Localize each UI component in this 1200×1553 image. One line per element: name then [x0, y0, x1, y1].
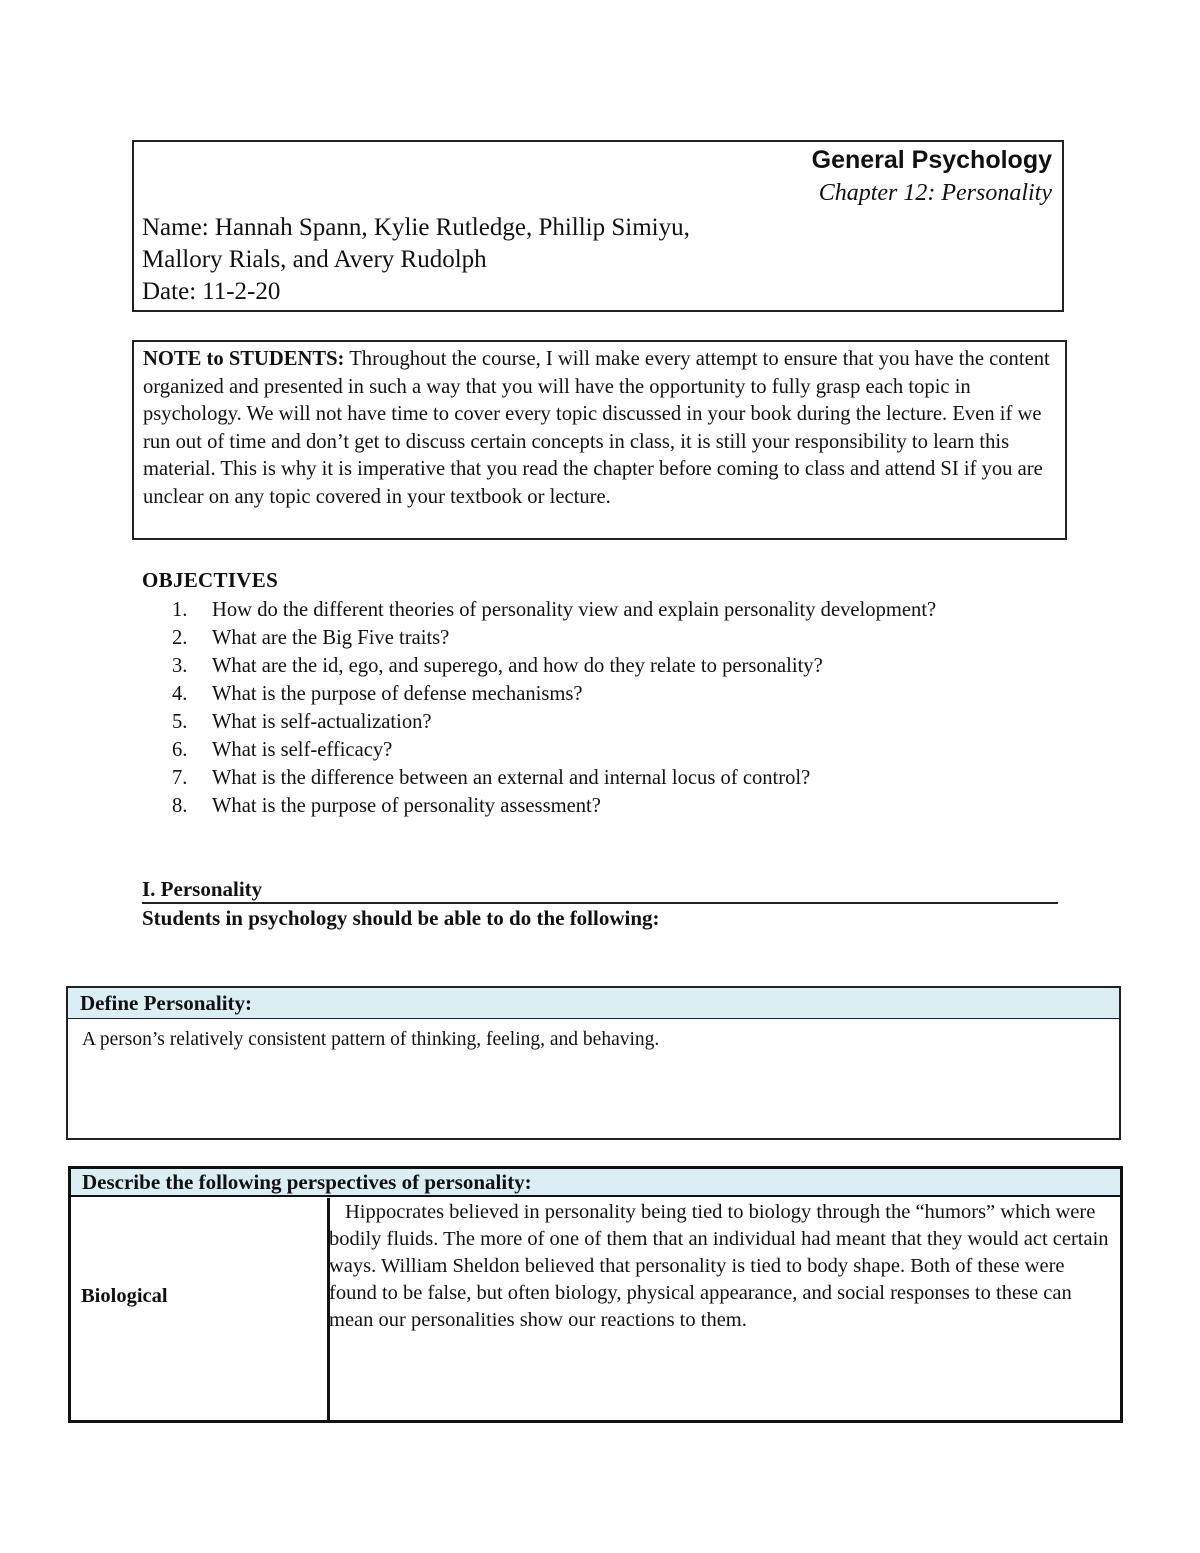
- objective-number: 6.: [172, 739, 188, 761]
- define-personality-table: [66, 986, 1121, 1140]
- objective-text: How do the different theories of personality view and explain personality development?: [212, 599, 937, 621]
- date-label: Date:: [142, 278, 197, 305]
- objectives-list: [172, 596, 936, 820]
- chapter-title: Chapter 12: Personality: [818, 180, 1052, 206]
- section-heading: I. Personality: [142, 876, 1058, 904]
- objective-text: What is the difference between an external and internal locus of control?: [212, 767, 811, 789]
- name-line: [142, 212, 702, 276]
- perspectives-table-header: Describe the following perspectives of personality:: [71, 1169, 1120, 1197]
- define-table-answer: A person’s relatively consistent pattern of thinking, feeling, and behaving.: [82, 1029, 660, 1050]
- objective-text: What are the Big Five traits?: [212, 627, 450, 649]
- objectives-heading: OBJECTIVES: [142, 568, 279, 592]
- objective-item: [172, 596, 936, 624]
- note-label: NOTE to STUDENTS:: [143, 348, 345, 370]
- note-box: [132, 340, 1067, 540]
- name-label: Name:: [142, 214, 209, 241]
- perspective-answer-cell: [329, 1199, 1112, 1334]
- objective-number: 4.: [172, 683, 188, 705]
- perspective-label: Biological: [81, 1285, 168, 1307]
- objective-item: [172, 652, 936, 680]
- note-text: Throughout the course, I will make every attempt to ensure that you have the content organized and presented in such a way that you will have the opportunity to fully grasp each topic in psychology. We will not have time to cover every topic discussed in your book during the lecture. Even if we run out of time and don’t get to discuss certain concepts in class, it is still your responsibility to learn this material. This is why it is imperative that you read the chapter before coming to class and attend SI if you are unclear on any topic covered in your textbook or lecture.: [143, 348, 1050, 508]
- objective-number: 8.: [172, 795, 188, 817]
- objective-number: 2.: [172, 627, 188, 649]
- define-table-header: Define Personality:: [68, 988, 1119, 1019]
- objective-item: [172, 680, 936, 708]
- course-title: General Psychology: [811, 146, 1052, 174]
- perspective-answer: Hippocrates believed in personality being tied to biology through the “humors” which were bodily fluids. The more of one of them that an individual had meant that they would act certain ways. William Sheldon believed that personality is tied to body shape. Both of these were found to be false, but often biology, physical appearance, and social responses to these can mean our personalities show our reactions to them.: [329, 1201, 1109, 1331]
- objective-text: What are the id, ego, and superego, and how do they relate to personality?: [212, 655, 823, 677]
- objective-item: [172, 764, 936, 792]
- date-value: 11-2-20: [202, 278, 281, 305]
- objective-item: [172, 792, 936, 820]
- objective-text: What is the purpose of personality assessment?: [212, 795, 601, 817]
- objective-number: 7.: [172, 767, 188, 789]
- objective-item: [172, 624, 936, 652]
- perspectives-table: [68, 1166, 1123, 1423]
- perspective-row: [71, 1198, 1120, 1420]
- name-value: Hannah Spann, Kylie Rutledge, Phillip Simiyu, Mallory Rials, and Avery Rudolph: [142, 214, 690, 273]
- objective-number: 5.: [172, 711, 188, 733]
- objective-item: [172, 736, 936, 764]
- perspective-label-cell: [71, 1198, 330, 1420]
- objective-number: 3.: [172, 655, 188, 677]
- objective-text: What is self-actualization?: [212, 711, 432, 733]
- objective-text: What is self-efficacy?: [212, 739, 393, 761]
- objective-item: [172, 708, 936, 736]
- date-line: [142, 276, 280, 308]
- section-subheading: Students in psychology should be able to do the following:: [142, 906, 660, 930]
- header-box: [132, 140, 1064, 312]
- objective-text: What is the purpose of defense mechanisms?: [212, 683, 583, 705]
- objective-number: 1.: [172, 599, 188, 621]
